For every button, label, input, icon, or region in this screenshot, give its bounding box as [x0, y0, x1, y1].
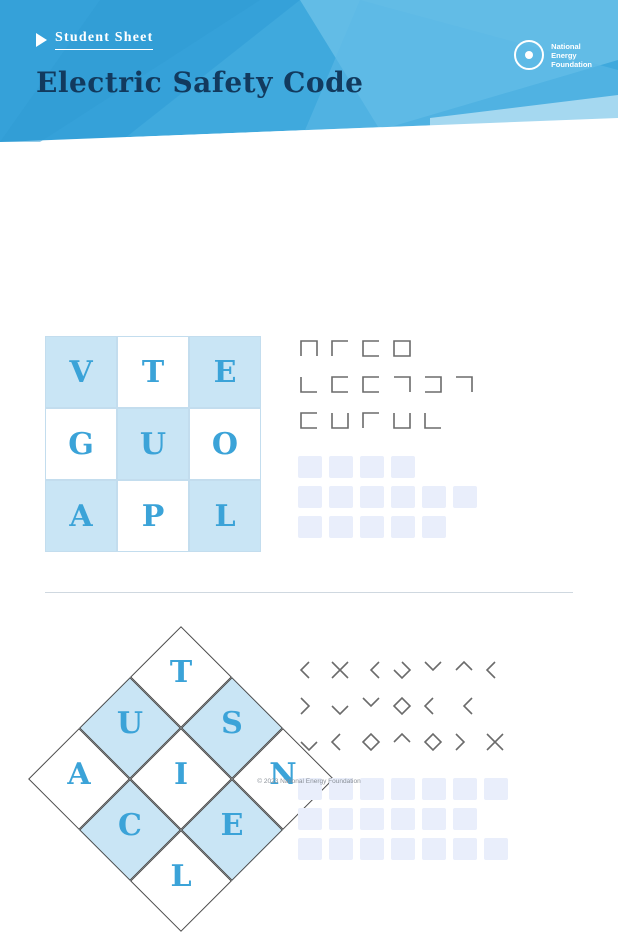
grid-cell: T — [117, 336, 189, 408]
square-letter-grid — [45, 336, 261, 552]
answer-box[interactable] — [298, 838, 322, 860]
footer-copyright: © 2023 National Energy Foundation — [257, 778, 361, 785]
answer-box[interactable] — [329, 516, 353, 538]
answer-box[interactable] — [329, 838, 353, 860]
answer-box[interactable] — [360, 516, 384, 538]
answer-row — [298, 486, 477, 508]
grid-cell: G — [45, 408, 117, 480]
pigpen-glyph — [484, 658, 506, 682]
diamond-answer-boxes — [298, 778, 508, 868]
square-answer-boxes — [298, 456, 477, 546]
grid-cell: P — [117, 480, 189, 552]
pigpen-glyph — [298, 730, 320, 754]
pigpen-glyph — [298, 694, 320, 718]
diamond-letter: E — [220, 808, 244, 843]
pigpen-glyph — [329, 372, 351, 396]
pigpen-glyph — [422, 694, 444, 718]
logo-text — [551, 42, 592, 69]
answer-box[interactable] — [360, 486, 384, 508]
code-line — [298, 336, 475, 362]
code-line — [298, 408, 475, 434]
grid-cell: A — [45, 480, 117, 552]
pigpen-glyph — [422, 730, 444, 754]
diamond-letter: C — [118, 808, 142, 843]
diamond-letter: U — [116, 706, 144, 741]
pigpen-glyph — [298, 336, 320, 360]
pigpen-glyph — [360, 336, 382, 360]
pigpen-glyph — [453, 730, 475, 754]
pigpen-glyph — [422, 408, 444, 432]
pigpen-glyph — [360, 372, 382, 396]
answer-row — [298, 808, 508, 830]
page-header — [0, 0, 618, 150]
diamond-letter: I — [173, 757, 189, 792]
code-line — [298, 372, 475, 398]
diamond-code-lines — [298, 658, 506, 766]
logo-line-2: Energy — [551, 50, 577, 60]
code-line — [298, 730, 506, 756]
answer-box[interactable] — [329, 486, 353, 508]
answer-box[interactable] — [329, 456, 353, 478]
square-code-lines — [298, 336, 475, 444]
answer-box[interactable] — [453, 486, 477, 508]
pigpen-glyph — [329, 694, 351, 718]
answer-box[interactable] — [422, 808, 446, 830]
pigpen-glyph — [360, 694, 382, 718]
grid-cell: U — [117, 408, 189, 480]
answer-box[interactable] — [360, 838, 384, 860]
answer-box[interactable] — [360, 808, 384, 830]
pigpen-glyph — [391, 372, 413, 396]
answer-box[interactable] — [422, 838, 446, 860]
answer-box[interactable] — [360, 456, 384, 478]
page-title: Electric Safety Code — [36, 66, 364, 99]
answer-box[interactable] — [422, 516, 446, 538]
pigpen-glyph — [391, 408, 413, 432]
pigpen-glyph — [329, 658, 351, 682]
pigpen-glyph — [329, 336, 351, 360]
logo-line-1: National — [551, 41, 581, 51]
pigpen-glyph — [360, 658, 382, 682]
pigpen-glyph — [422, 658, 444, 682]
pigpen-glyph — [298, 372, 320, 396]
pigpen-glyph — [360, 730, 382, 754]
diamond-letter: A — [67, 757, 91, 792]
pigpen-glyph — [298, 408, 320, 432]
pigpen-glyph — [484, 730, 506, 754]
answer-box[interactable] — [298, 516, 322, 538]
diamond-letter-grid — [45, 630, 297, 894]
diamond-letter: L — [170, 859, 192, 894]
pigpen-glyph — [360, 408, 382, 432]
diamond-letter: T — [169, 655, 193, 690]
pigpen-glyph — [422, 372, 444, 396]
pigpen-glyph — [453, 372, 475, 396]
pigpen-glyph — [329, 730, 351, 754]
answer-box[interactable] — [391, 456, 415, 478]
pigpen-glyph — [391, 730, 413, 754]
logo-line-3: Foundation — [551, 59, 592, 69]
student-sheet-badge — [36, 30, 153, 50]
answer-box[interactable] — [391, 838, 415, 860]
answer-box[interactable] — [329, 808, 353, 830]
code-line — [298, 658, 506, 684]
answer-box[interactable] — [484, 838, 508, 860]
answer-box[interactable] — [298, 456, 322, 478]
pigpen-glyph — [298, 658, 320, 682]
answer-row — [298, 516, 477, 538]
pigpen-glyph — [453, 658, 475, 682]
organization-logo — [514, 40, 592, 70]
answer-row — [298, 456, 477, 478]
play-triangle-icon — [36, 33, 47, 47]
answer-box[interactable] — [391, 486, 415, 508]
answer-box[interactable] — [298, 808, 322, 830]
pigpen-glyph — [391, 694, 413, 718]
grid-cell: L — [189, 480, 261, 552]
diamond-letter: S — [221, 706, 243, 741]
pigpen-glyph — [391, 658, 413, 682]
grid-cell: V — [45, 336, 117, 408]
code-line — [298, 694, 506, 720]
pigpen-glyph — [329, 408, 351, 432]
answer-box[interactable] — [298, 486, 322, 508]
student-sheet-label: Student Sheet — [55, 30, 153, 50]
grid-cell: O — [189, 408, 261, 480]
answer-row — [298, 838, 508, 860]
answer-box[interactable] — [453, 808, 477, 830]
circle-logo-icon — [514, 40, 544, 70]
answer-box[interactable] — [391, 808, 415, 830]
answer-box[interactable] — [422, 486, 446, 508]
section-divider — [45, 592, 573, 593]
answer-box[interactable] — [391, 516, 415, 538]
grid-cell: E — [189, 336, 261, 408]
answer-box[interactable] — [453, 838, 477, 860]
pigpen-glyph — [391, 336, 413, 360]
diamond-letter: N — [269, 757, 297, 792]
pigpen-glyph — [453, 694, 475, 718]
